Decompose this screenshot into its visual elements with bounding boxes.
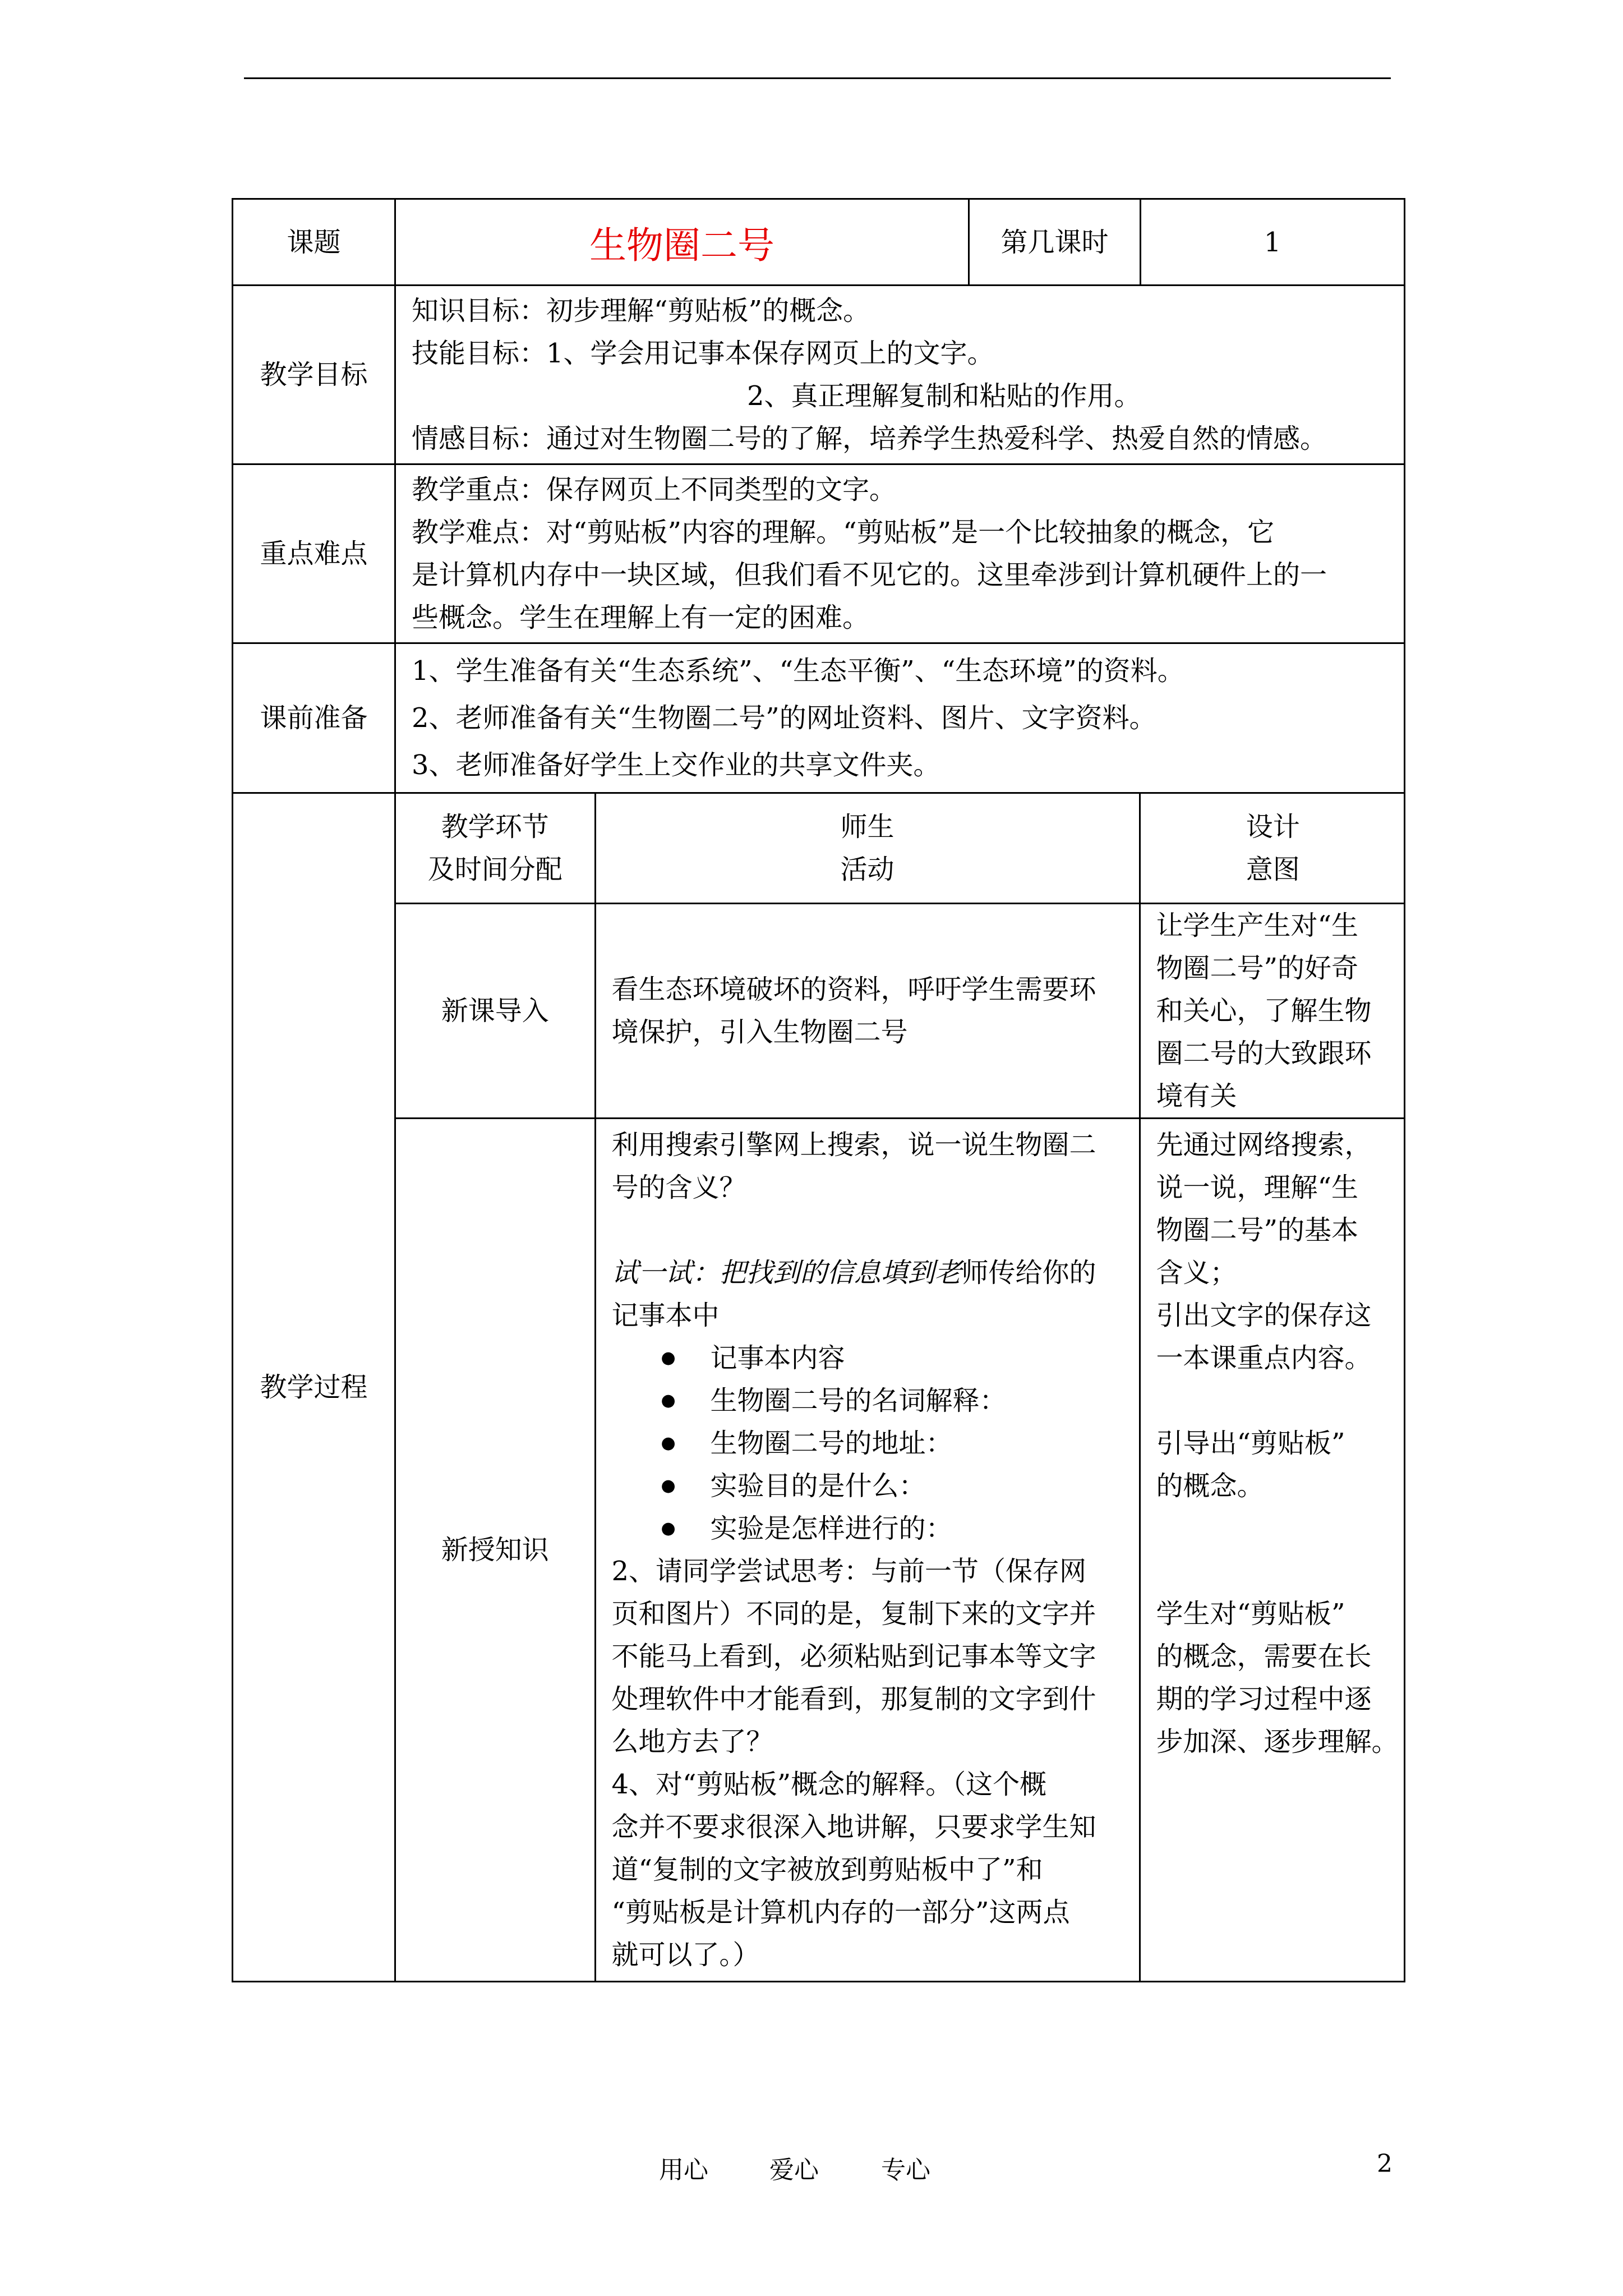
activity-line: 念并不要求很深入地讲解，只要求学生知	[611, 1811, 1096, 1843]
activity-header-line: 师生	[840, 811, 895, 843]
new-knowledge-stage: 新授知识	[396, 1118, 595, 1981]
title-row	[233, 199, 1405, 286]
activity-line: 处理软件中才能看到，那复制的文字到什	[611, 1683, 1096, 1715]
intro-intent-line: 和关心，了解生物	[1156, 995, 1372, 1027]
intent-line: 的概念，需要在长	[1156, 1640, 1372, 1672]
intent-line: 物圈二号”的基本	[1156, 1214, 1359, 1246]
intro-stage: 新课导入	[396, 903, 595, 1118]
activity-column-header	[595, 794, 1140, 903]
try-it-italic: 试一试：把找到的信息填到老	[611, 1257, 962, 1289]
key-point-line: 是计算机内存中一块区域，但我们看不见它的。这里牵涉到计算机硬件上的一	[412, 559, 1327, 591]
bullet-item: ● 生物圈二号的地址：	[661, 1422, 1131, 1465]
activity-line: 道“复制的文字被放到剪贴板中了”和	[611, 1853, 1043, 1885]
process-row	[233, 793, 1405, 1982]
bullet-item: ● 实验是怎样进行的：	[661, 1507, 1131, 1550]
intro-intent-line: 圈二号的大致跟环	[1156, 1037, 1372, 1069]
intro-activity	[595, 903, 1140, 1118]
intro-row	[396, 903, 1405, 1118]
goal-line: 技能目标：1、学会用记事本保存网页上的文字。	[412, 338, 994, 369]
intent-line: 期的学习过程中逐	[1156, 1683, 1372, 1715]
footer-word-2: 爱心	[769, 2156, 819, 2184]
intent-line: 学生对“剪贴板”	[1156, 1598, 1345, 1630]
intent-line: 先通过网络搜索，	[1156, 1129, 1372, 1161]
process-table	[396, 794, 1405, 1981]
intro-intent-line: 让学生产生对“生	[1156, 909, 1359, 941]
intent-line: 的概念。	[1156, 1470, 1264, 1502]
activity-line: 号的含义？	[611, 1171, 746, 1203]
period-label: 第几课时	[969, 199, 1141, 286]
activity-line: 页和图片）不同的是，复制下来的文字并	[611, 1598, 1096, 1630]
intro-intent	[1140, 903, 1405, 1118]
stage-column-header	[396, 794, 595, 903]
key-point-line: 些概念。学生在理解上有一定的困难。	[412, 602, 870, 633]
intro-intent-line: 物圈二号”的好奇	[1156, 952, 1359, 984]
intent-line: 一本课重点内容。	[1156, 1342, 1372, 1374]
goal-line: 2、真正理解复制和粘贴的作用。	[747, 380, 1141, 412]
design-header-line: 设计	[1246, 811, 1300, 843]
period-value: 1	[1141, 199, 1405, 286]
process-label: 教学过程	[233, 793, 395, 1982]
key-points-content	[395, 464, 1405, 643]
intent-line: 说一说，理解“生	[1156, 1171, 1359, 1203]
new-knowledge-intent	[1140, 1118, 1405, 1981]
bullet-item: ● 记事本内容	[661, 1337, 1131, 1379]
spacer	[1156, 1507, 1399, 1550]
preparation-content	[395, 643, 1405, 793]
intent-line: 含义；	[1156, 1257, 1237, 1289]
key-point-line: 教学难点：对“剪贴板”内容的理解。“剪贴板”是一个比较抽象的概念，它	[412, 517, 1275, 548]
goals-label: 教学目标	[233, 286, 395, 464]
goals-content	[395, 286, 1405, 464]
new-knowledge-row	[396, 1118, 1405, 1981]
lesson-title: 生物圈二号	[395, 199, 969, 286]
key-points-row	[233, 464, 1405, 643]
preparation-label: 课前准备	[233, 643, 395, 793]
stage-header-line: 教学环节	[441, 811, 549, 843]
spacer	[1156, 1379, 1399, 1422]
bullet-item: ● 生物圈二号的名词解释：	[661, 1379, 1131, 1422]
preparation-line: 2、老师准备有关“生物圈二号”的网址资料、图片、文字资料。	[412, 702, 1156, 734]
design-column-header	[1140, 794, 1405, 903]
notepad-bullet-list	[612, 1337, 1131, 1550]
activity-line: 不能马上看到，必须粘贴到记事本等文字	[611, 1640, 1096, 1672]
activity-line: 就可以了。）	[611, 1939, 760, 1971]
intro-activity-line: 看生态环境破坏的资料，呼吁学生需要环	[611, 973, 1096, 1005]
activity-line: 2、请同学尝试思考：与前一节（保存网	[611, 1555, 1087, 1587]
activity-line: 利用搜索引擎网上搜索，说一说生物圈二	[611, 1129, 1096, 1161]
intent-line: 引导出“剪贴板”	[1156, 1427, 1345, 1459]
intro-activity-line: 境保护，引入生物圈二号	[611, 1016, 908, 1048]
process-header-row	[396, 794, 1405, 903]
lesson-plan-table	[232, 198, 1405, 1982]
spacer	[1156, 1550, 1399, 1593]
spacer	[612, 1209, 1131, 1251]
activity-header-line: 活动	[840, 853, 895, 885]
footer-word-3: 专心	[881, 2156, 930, 2184]
stage-header-line: 及时间分配	[427, 853, 562, 885]
try-it-rest: 师传给你的	[961, 1257, 1096, 1289]
activity-line: 么地方去了？	[611, 1726, 773, 1757]
intent-line: 引出文字的保存这	[1156, 1299, 1372, 1331]
goal-line: 知识目标：初步理解“剪贴板”的概念。	[412, 295, 870, 326]
subject-label: 课题	[233, 199, 395, 286]
preparation-line: 1、学生准备有关“生态系统”、“生态平衡”、“生态环境”的资料。	[412, 655, 1184, 687]
new-knowledge-activity	[595, 1118, 1140, 1981]
page-number: 2	[1377, 2150, 1393, 2178]
intro-intent-line: 境有关	[1156, 1080, 1237, 1112]
key-point-line: 教学重点：保存网页上不同类型的文字。	[412, 474, 897, 505]
preparation-row	[233, 643, 1405, 793]
design-header-line: 意图	[1246, 853, 1300, 885]
bullet-item: ● 实验目的是什么：	[661, 1465, 1131, 1507]
activity-line: “剪贴板是计算机内存的一部分”这两点	[611, 1896, 1070, 1928]
intent-line: 步加深、逐步理解。	[1156, 1726, 1399, 1757]
process-content	[395, 793, 1405, 1982]
footer-word-1: 用心	[659, 2156, 708, 2184]
key-points-label: 重点难点	[233, 464, 395, 643]
preparation-line: 3、老师准备好学生上交作业的共享文件夹。	[412, 749, 940, 781]
goal-line: 情感目标：通过对生物圈二号的了解，培养学生热爱科学、热爱自然的情感。	[412, 423, 1327, 454]
activity-line: 4、对“剪贴板”概念的解释。（这个概	[611, 1768, 1047, 1800]
header-rule	[244, 77, 1391, 79]
try-it-line-2: 记事本中	[611, 1299, 720, 1331]
goals-row	[233, 286, 1405, 464]
try-it-line	[612, 1251, 1131, 1294]
